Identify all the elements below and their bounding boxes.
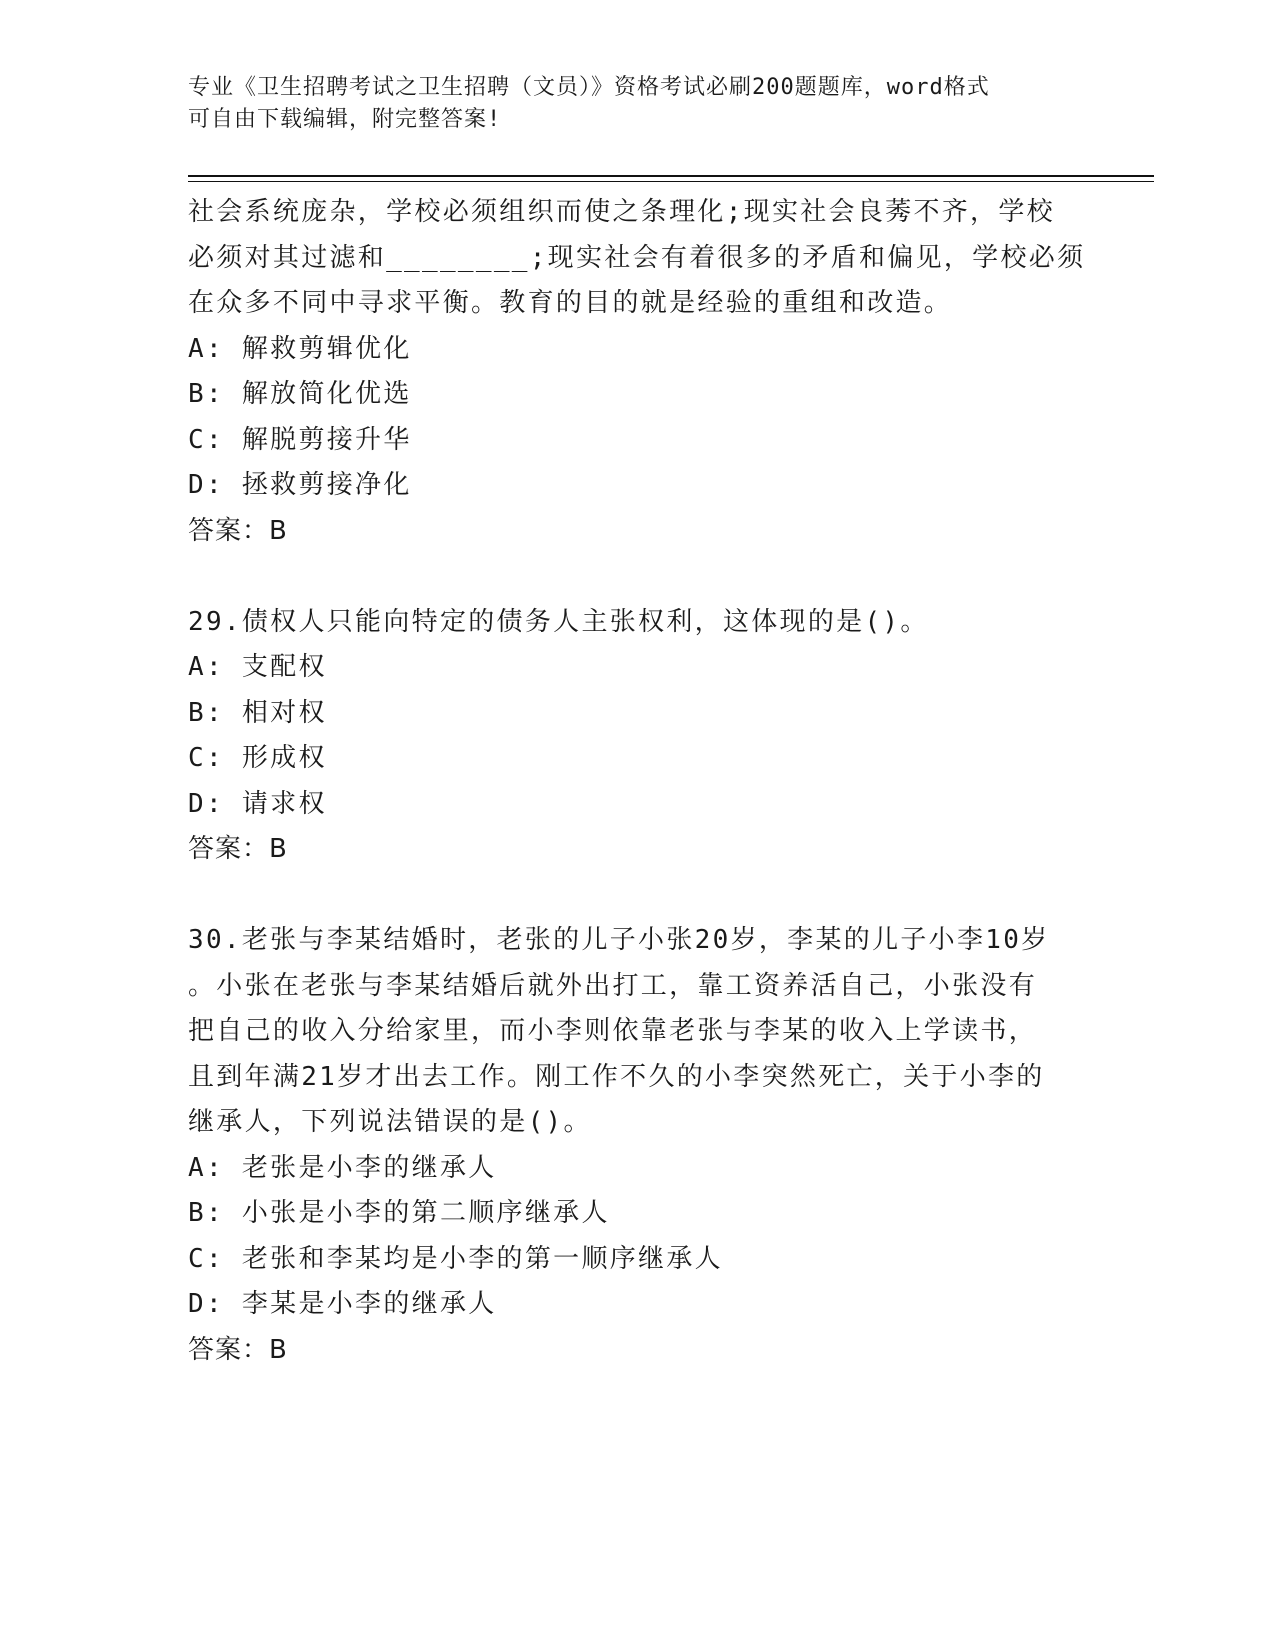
option-c: C: 解脱剪接升华	[188, 424, 412, 455]
answer-line: 答案：B	[188, 1334, 288, 1365]
spacer	[188, 873, 1088, 919]
header-divider-thick	[188, 175, 1154, 177]
question-28	[188, 190, 1088, 554]
spacer	[188, 554, 1088, 600]
option-a: A: 支配权	[188, 652, 327, 682]
option-b: B: 小张是小李的第二顺序继承人	[188, 1198, 610, 1228]
question-text-line: 把自己的收入分给家里，而小李则依靠老张与李某的收入上学读书，	[188, 1016, 1038, 1046]
option-c: C: 形成权	[188, 743, 327, 773]
document-header	[188, 72, 1088, 136]
option-c: C: 老张和李某均是小李的第一顺序继承人	[188, 1243, 723, 1274]
option-d: D: 拯救剪接净化	[188, 470, 412, 500]
option-b: B: 相对权	[188, 697, 327, 728]
question-text-line: 继承人，下列说法错误的是()。	[188, 1107, 592, 1137]
option-b: B: 解放简化优选	[188, 379, 412, 409]
question-list	[188, 190, 1088, 1373]
answer-line: 答案：B	[188, 834, 288, 864]
question-text-line: 30.老张与李某结婚时，老张的儿子小张20岁，李某的儿子小李10岁	[188, 925, 1050, 955]
question-29	[188, 600, 1088, 873]
option-d: D: 李某是小李的继承人	[188, 1289, 497, 1319]
header-title-line-1: 专业《卫生招聘考试之卫生招聘（文员）》资格考试必刷200题题库，word格式	[188, 75, 990, 100]
header-title-line-2: 可自由下载编辑，附完整答案!	[188, 107, 502, 132]
question-text-line: 29.债权人只能向特定的债务人主张权利，这体现的是()。	[188, 606, 929, 637]
header-divider-thin	[188, 181, 1154, 182]
answer-line: 答案：B	[188, 515, 288, 546]
question-30	[188, 918, 1088, 1373]
option-a: A: 老张是小李的继承人	[188, 1152, 497, 1183]
question-text-line: 社会系统庞杂，学校必须组织而使之条理化;现实社会良莠不齐，学校	[188, 197, 1055, 227]
question-text-line: 在众多不同中寻求平衡。教育的目的就是经验的重组和改造。	[188, 288, 953, 318]
option-d: D: 请求权	[188, 788, 327, 819]
question-text-line: 。小张在老张与李某结婚后就外出打工，靠工资养活自己，小张没有	[188, 970, 1038, 1001]
question-text-line: 且到年满21岁才出去工作。刚工作不久的小李突然死亡，关于小李的	[188, 1061, 1045, 1092]
option-a: A: 解救剪辑优化	[188, 333, 412, 364]
question-text-line: 必须对其过滤和________;现实社会有着很多的矛盾和偏见，学校必须	[188, 242, 1086, 273]
